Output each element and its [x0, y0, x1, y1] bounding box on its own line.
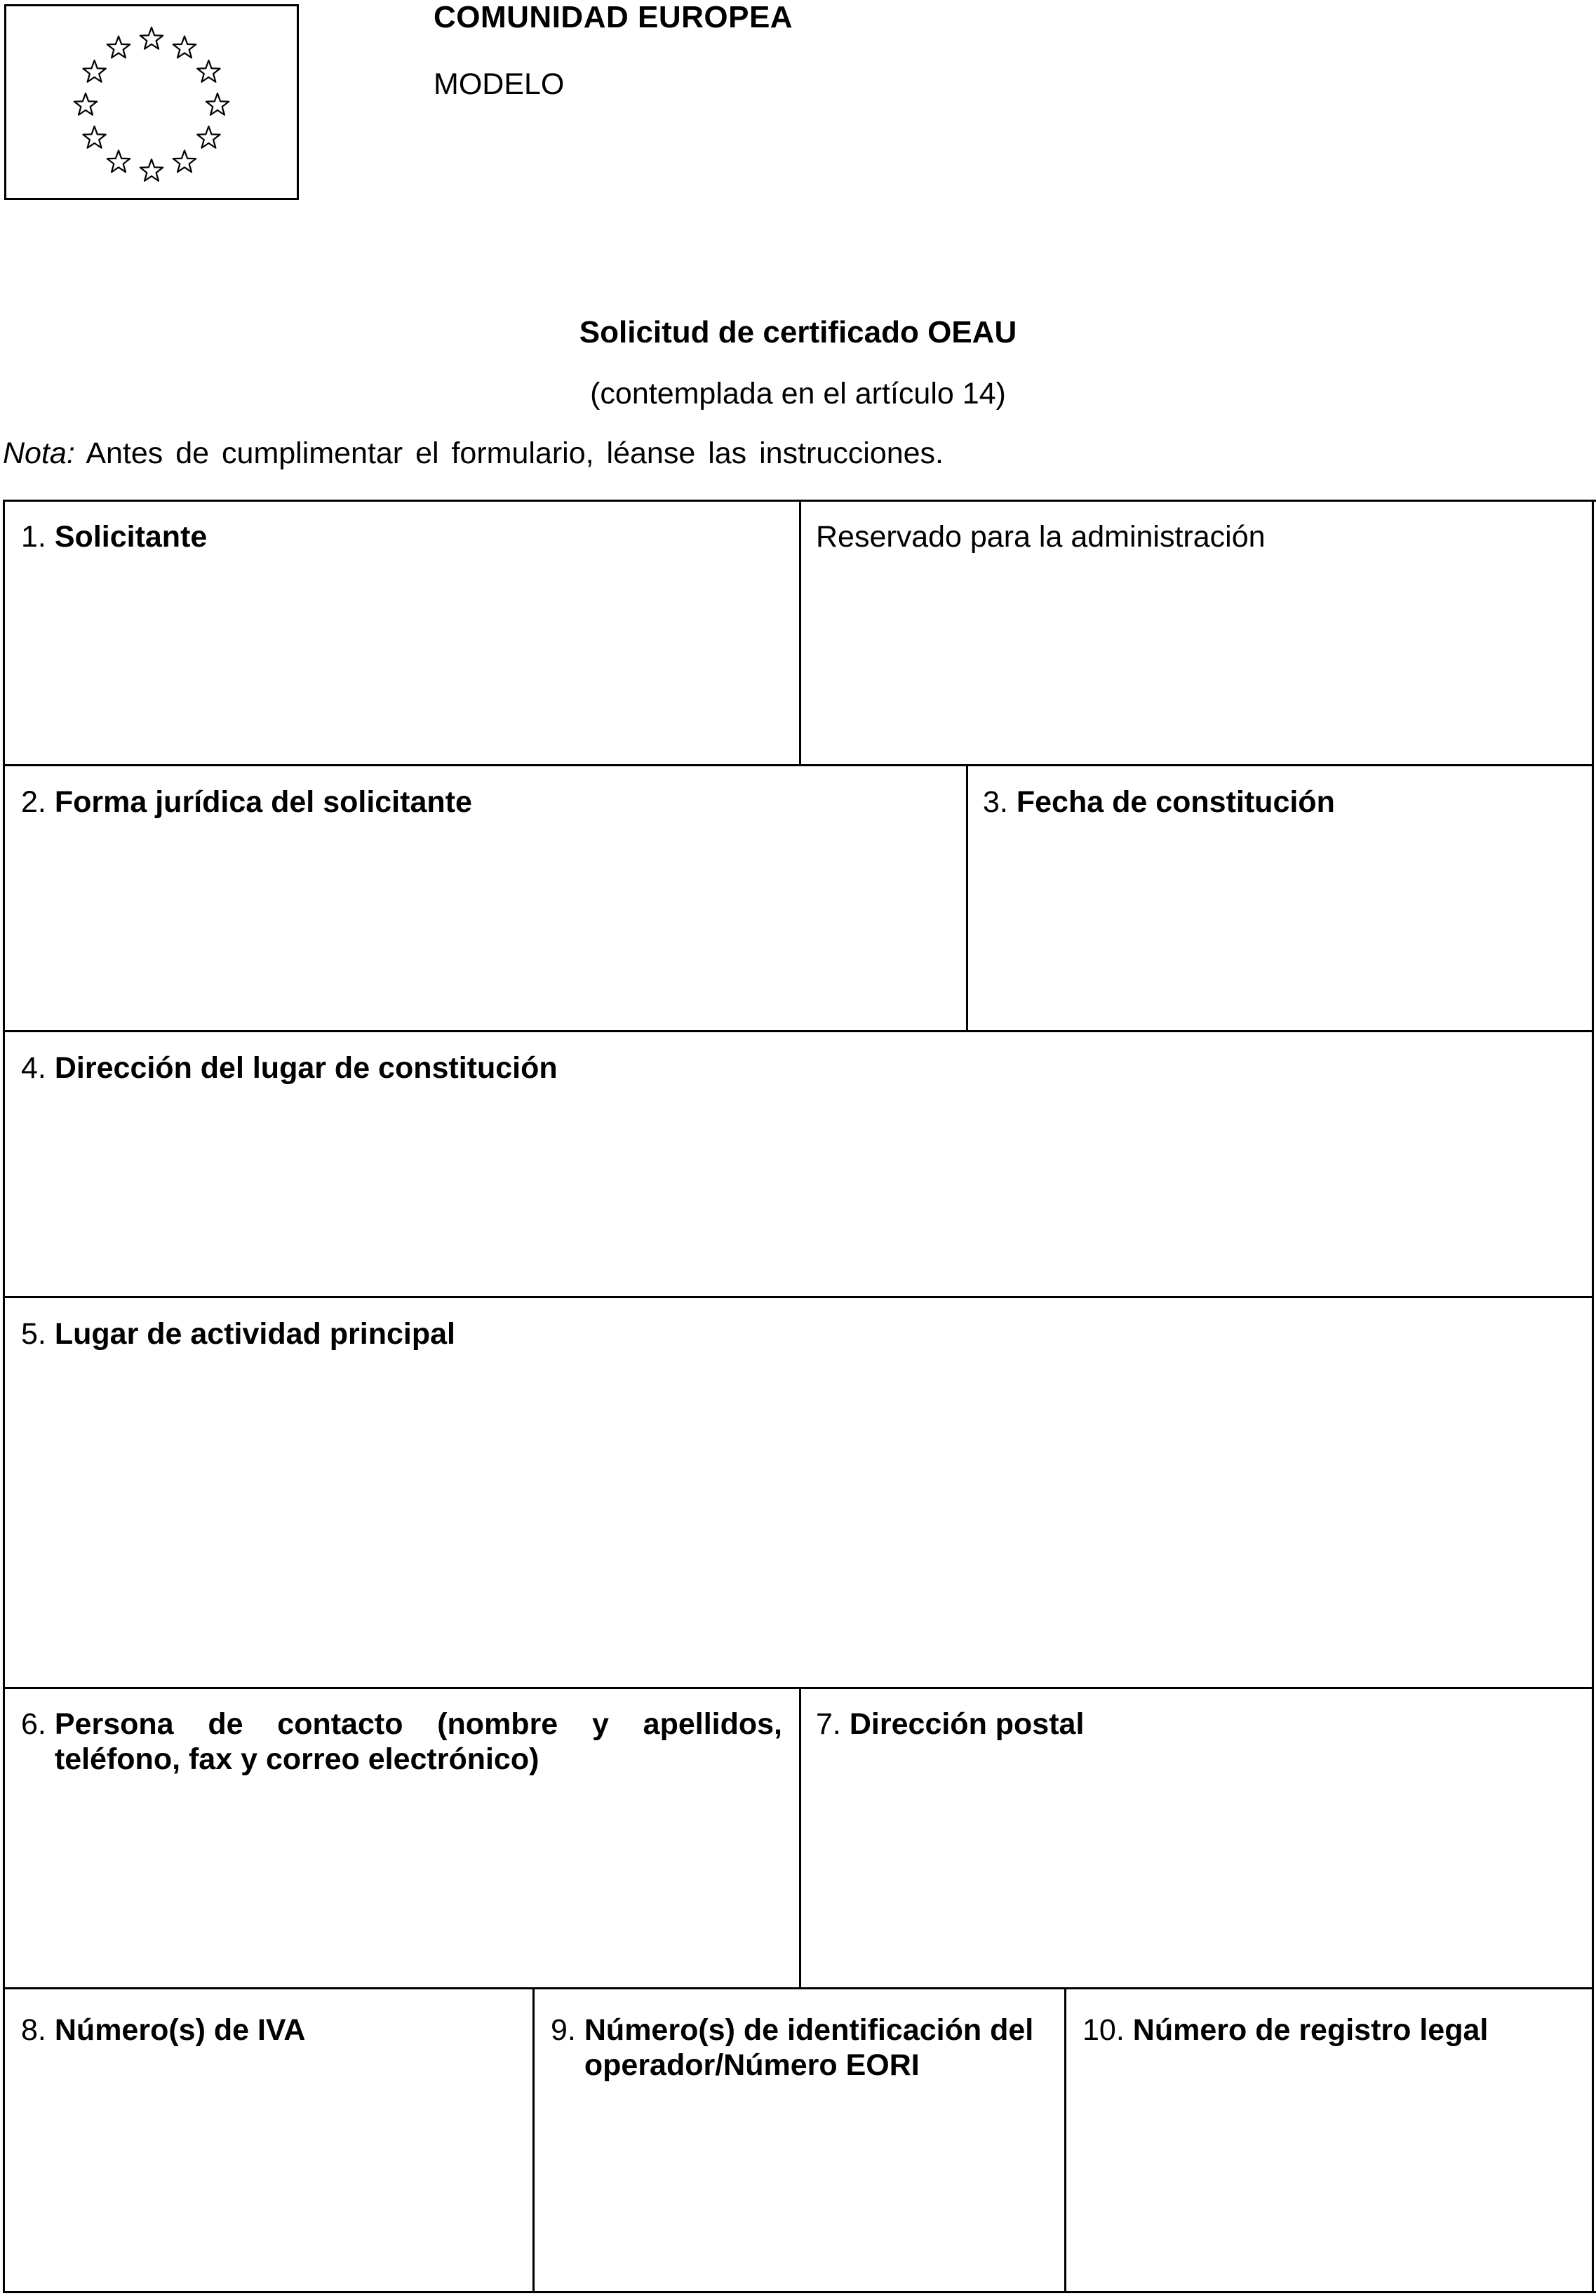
field-label: Número de registro legal — [1132, 2013, 1489, 2047]
field-label: Dirección del lugar de constitución — [54, 1051, 558, 1085]
field-number: 6. — [21, 1707, 46, 1741]
star-icon — [197, 126, 220, 148]
row-divider-2 — [3, 1030, 1594, 1032]
col-divider-row6-a — [532, 1987, 535, 2293]
star-icon — [83, 60, 105, 82]
field-label: Número(s) de IVA — [54, 2013, 306, 2047]
star-icon — [173, 36, 196, 58]
form-subtitle: (contemplada en el artículo 14) — [590, 377, 1006, 411]
row-divider-1 — [3, 764, 1594, 766]
row-divider-3 — [3, 1296, 1594, 1298]
star-icon — [74, 93, 97, 115]
field-number: 5. — [21, 1317, 46, 1351]
eu-flag — [4, 4, 299, 200]
field-number: 3. — [983, 785, 1008, 819]
row-divider-5 — [3, 1987, 1594, 1989]
col-divider-row1 — [799, 500, 801, 766]
field-label: Forma jurídica del solicitante — [54, 785, 472, 819]
field-label: Dirección postal — [849, 1707, 1085, 1741]
field-1-applicant[interactable] — [21, 519, 207, 554]
community-title: COMUNIDAD EUROPEA — [434, 0, 793, 34]
note-label: Nota: — [3, 436, 75, 470]
model-label: MODELO — [434, 67, 565, 101]
grid-border-right — [1592, 500, 1594, 2293]
grid-border-left — [3, 500, 5, 2293]
star-icon — [206, 93, 229, 115]
field-label: Solicitante — [54, 520, 208, 554]
star-icon — [140, 27, 163, 49]
field-10-legal-registration[interactable] — [1082, 2013, 1488, 2048]
instructions-note — [3, 435, 944, 472]
star-icon — [173, 150, 196, 172]
field-number: 1. — [21, 520, 46, 554]
note-text: Antes de cumplimentar el formulario, léanse las instrucciones. — [74, 436, 944, 470]
field-7-postal-address[interactable] — [816, 1707, 1084, 1742]
row-divider-4 — [3, 1687, 1594, 1689]
field-number: 2. — [21, 785, 46, 819]
form-title: Solicitud de certificado OEAU — [579, 315, 1017, 349]
field-5-main-business-place[interactable] — [21, 1316, 455, 1351]
field-label: Reservado para la administración — [816, 520, 1266, 554]
field-number: 9. — [551, 2013, 576, 2047]
col-divider-row6-b — [1064, 1987, 1066, 2293]
col-divider-row2 — [966, 764, 968, 1032]
field-label: Persona de contacto (nombre y apellidos, teléfono, fax y correo electrónico) — [54, 1707, 782, 1776]
star-icon — [83, 126, 105, 148]
field-9-eori-number[interactable] — [551, 2013, 1042, 2083]
field-number: 8. — [21, 2013, 46, 2047]
star-icon — [140, 159, 163, 181]
field-number: 4. — [21, 1051, 46, 1085]
field-6-contact-person[interactable] — [21, 1707, 782, 1777]
eu-flag-icon — [6, 6, 297, 198]
star-icon — [107, 150, 130, 172]
field-number: 10. — [1082, 2013, 1125, 2047]
star-icon — [107, 36, 130, 58]
field-label: Fecha de constitución — [1016, 785, 1335, 819]
field-4-establishment-address[interactable] — [21, 1050, 558, 1086]
grid-border-bottom — [3, 2291, 1596, 2293]
field-label: Número(s) de identificación del operador/Número EORI — [584, 2013, 1034, 2082]
field-3-establishment-date[interactable] — [983, 785, 1335, 820]
col-divider-row5 — [799, 1687, 801, 1989]
star-icon — [197, 60, 220, 82]
field-label: Lugar de actividad principal — [54, 1317, 455, 1351]
field-number: 7. — [816, 1707, 841, 1741]
field-2-legal-form[interactable] — [21, 785, 472, 820]
field-8-vat-number[interactable] — [21, 2013, 305, 2048]
field-reserved-administration — [816, 519, 1266, 554]
